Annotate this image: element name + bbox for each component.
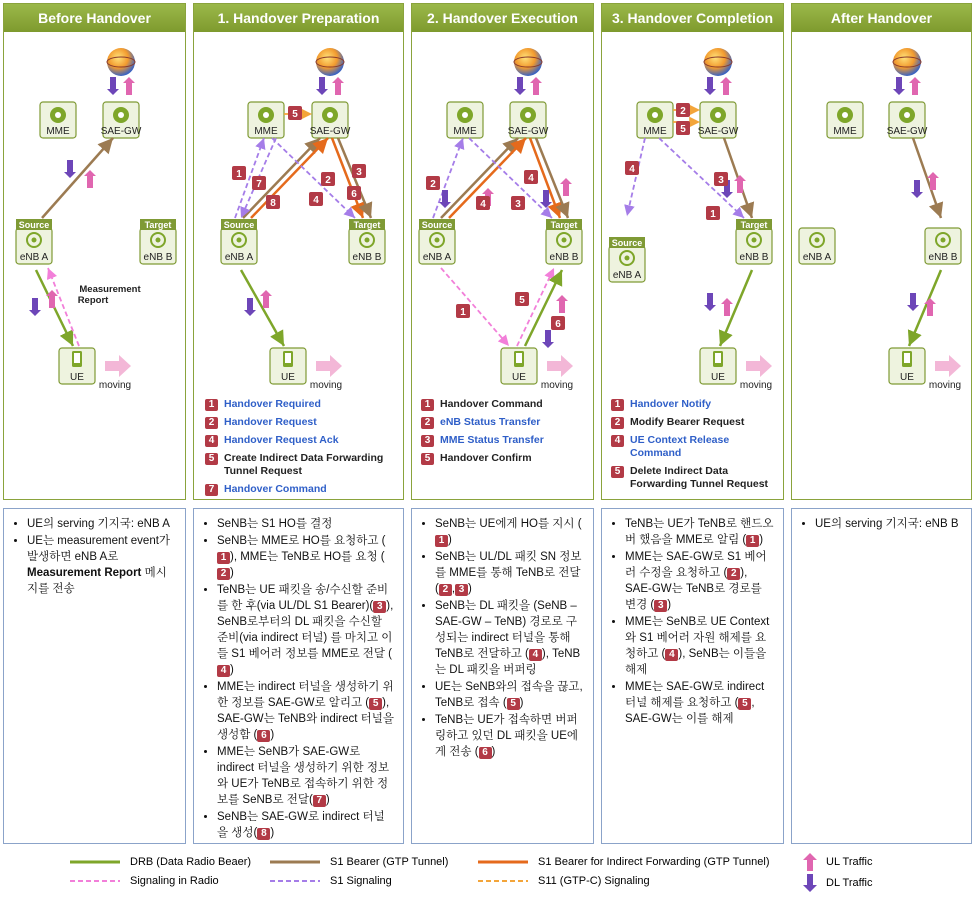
desc-item: • SeNB는 UE에게 HO를 지시 (1 ) <box>435 516 585 548</box>
step-label: Delete Indirect Data Forwarding Tunnel Request <box>630 465 769 490</box>
globe-icon <box>107 48 135 76</box>
phone-screen <box>74 353 80 363</box>
step-badge: 1 <box>611 399 624 411</box>
step-badge-label: 1 <box>460 307 466 318</box>
node-label: UE <box>711 372 725 383</box>
moving-arrow-icon <box>746 355 772 377</box>
report-label: Report <box>77 295 109 306</box>
step-badge: 3 <box>373 601 386 613</box>
moving-label: moving <box>98 380 132 391</box>
moving-arrow-icon <box>316 355 342 377</box>
desc-item: • UE의 serving 기지국: eNB A <box>27 516 177 532</box>
panel-title: 3. Handover Completion <box>602 4 783 32</box>
desc-item: • MME는 SAE-GW로 indirect 터널 해제를 요청하고 ( 5 , SAE-GW는 이를 해제 <box>625 679 775 727</box>
step-badge-label: 3 <box>515 199 521 210</box>
phone-screen <box>904 353 910 363</box>
ul-arrow-icon <box>123 77 135 95</box>
dl-arrow-icon <box>514 77 526 95</box>
node-label: MME <box>453 126 477 137</box>
step-badge-label: 6 <box>351 189 357 200</box>
step-badge: 5 <box>369 698 382 710</box>
globe-icon <box>316 48 344 76</box>
desc-after <box>791 508 972 844</box>
step-badge: 4 <box>665 649 678 661</box>
step-badge-label: 4 <box>528 173 534 184</box>
drb-line <box>525 270 562 346</box>
desc-completion <box>601 508 784 844</box>
step-label: Handover Request <box>224 416 317 428</box>
step-badge: 2 <box>611 417 624 429</box>
node-tag-label: Target <box>353 220 381 230</box>
step-badge: 2 <box>421 417 434 429</box>
node-tag-label: Target <box>144 220 172 230</box>
gear-icon-hole <box>327 112 333 118</box>
legend-radio-signaling: Signaling in Radio <box>130 875 219 887</box>
step-badge-label: 3 <box>718 175 724 186</box>
antenna-icon-dot <box>237 238 242 243</box>
step-badge-label: 5 <box>680 124 686 135</box>
node-label: SAE-GW <box>697 126 739 137</box>
step-badge: 4 <box>529 649 542 661</box>
node-label: eNB A <box>422 252 452 263</box>
ul-arrow-icon <box>802 853 818 871</box>
step-badge: 4 <box>611 435 624 447</box>
step-badge-label: 8 <box>270 198 276 209</box>
desc-item: • MME는 SAE-GW로 S1 베어러 수정을 요청하고 ( 2 ), SAE-GW는 TeNB로 경로를 변경 ( 3 ) <box>625 549 775 613</box>
antenna-icon-dot <box>625 256 630 261</box>
legend <box>0 853 975 903</box>
desc-item: • SeNB는 S1 HO를 결정 <box>217 516 395 532</box>
step-badge: 5 <box>205 453 218 465</box>
ul-arrow-icon <box>332 77 344 95</box>
node-label: UE <box>281 372 295 383</box>
step-badge: 1 <box>435 535 448 547</box>
dl-arrow-icon <box>802 874 818 892</box>
step-label: Create Indirect Data Forwarding Tunnel Request <box>224 452 384 477</box>
measurement-label: Measurement <box>79 284 141 295</box>
step-badge: 8 <box>257 828 270 840</box>
desc-item: • SeNB는 MME로 HO를 요청하고 (1 ), MME는 TeNB로 HO를 요청 (2 ) <box>217 533 395 581</box>
node-label: UE <box>70 372 84 383</box>
step-item <box>421 452 591 465</box>
step-item <box>205 483 400 496</box>
phone-screen <box>516 353 522 363</box>
node-label: SAE-GW <box>507 126 549 137</box>
step-badge-label: 4 <box>629 164 635 175</box>
antenna-icon-dot <box>941 238 946 243</box>
dl-arrow-icon <box>64 160 76 178</box>
step-badge: 7 <box>205 484 218 496</box>
node-label: UE <box>900 372 914 383</box>
step-badge: 2 <box>439 584 452 596</box>
step-label: UE Context Release Command <box>630 434 730 459</box>
moving-label: moving <box>928 380 962 391</box>
step-badge: 2 <box>205 417 218 429</box>
step-item <box>611 434 783 460</box>
antenna-icon-dot <box>752 238 757 243</box>
steps-completion <box>611 398 783 496</box>
node-tag-label: Target <box>740 220 768 230</box>
step-badge: 7 <box>313 795 326 807</box>
gear-icon-hole <box>842 112 848 118</box>
legend-indirect-bearer: S1 Bearer for Indirect Forwarding (GTP Tunnel) <box>538 856 770 868</box>
desc-item: • MME는 SeNB로 UE Context와 S1 베어러 자원 해제를 요청하고 ( 4 ), SeNB는 이들을 해제 <box>625 614 775 678</box>
moving-label: moving <box>540 380 574 391</box>
s1-signaling-line <box>627 138 645 216</box>
panel-title: 2. Handover Execution <box>412 4 593 32</box>
desc-item: • UE의 serving 기지국: eNB B <box>815 516 963 532</box>
desc-item: • SeNB는 DL 패킷을 (SeNB – SAE-GW – TeNB) 경로로 구성되는 indirect 터널을 통해 TeNB로 전달하고 ( 4 ), TeNB는 DL 패킷을 버퍼링 <box>435 598 585 678</box>
node-label: SAE-GW <box>309 126 351 137</box>
dl-arrow-icon <box>542 330 554 348</box>
step-label: eNB Status Transfer <box>440 416 541 428</box>
step-item <box>421 416 591 429</box>
node-label: eNB A <box>612 270 642 281</box>
step-badge: 3 <box>455 584 468 596</box>
antenna-icon-dot <box>32 238 37 243</box>
step-item <box>205 416 400 429</box>
antenna-icon-dot <box>815 238 820 243</box>
node-label: SAE-GW <box>100 126 142 137</box>
step-badge-label: 1 <box>710 209 716 220</box>
dl-arrow-icon <box>893 77 905 95</box>
step-item <box>611 398 783 411</box>
desc-before <box>3 508 186 844</box>
antenna-icon-dot <box>365 238 370 243</box>
legend-drb: DRB (Data Radio Beaer) <box>130 856 252 868</box>
step-badge: 5 <box>611 466 624 478</box>
legend-s1-bearer: S1 Bearer (GTP Tunnel) <box>330 856 449 868</box>
dl-arrow-icon <box>107 77 119 95</box>
step-badge: 1 <box>421 399 434 411</box>
node-label: eNB A <box>19 252 49 263</box>
node-label: MME <box>46 126 70 137</box>
desc-item: • SeNB는 UL/DL 패킷 SN 정보를 MME를 통해 TeNB로 전달 ( 2 , 3 ) <box>435 549 585 597</box>
node-label: eNB B <box>739 252 769 263</box>
step-item <box>421 398 591 411</box>
signaling-radio-line <box>441 268 509 346</box>
globe-icon <box>704 48 732 76</box>
ul-arrow-icon <box>530 77 542 95</box>
step-badge-label: 2 <box>680 106 686 117</box>
step-badge: 1 <box>746 535 759 547</box>
legend-ul-traffic: UL Traffic <box>802 853 872 871</box>
node-label: eNB A <box>802 252 832 263</box>
step-badge: 3 <box>654 600 667 612</box>
step-badge: 2 <box>217 568 230 580</box>
node-label: eNB B <box>928 252 958 263</box>
antenna-icon-dot <box>435 238 440 243</box>
step-badge-label: 4 <box>480 199 486 210</box>
step-badge: 4 <box>217 665 230 677</box>
antenna-icon-dot <box>156 238 161 243</box>
step-badge: 4 <box>205 435 218 447</box>
node-label: MME <box>643 126 667 137</box>
dl-arrow-icon <box>316 77 328 95</box>
step-badge-label: 5 <box>292 109 298 120</box>
dl-arrow-icon <box>704 293 716 311</box>
legend-dl-traffic: DL Traffic <box>802 874 872 892</box>
step-badge: 1 <box>205 399 218 411</box>
desc-preparation <box>193 508 404 844</box>
step-label: Handover Request Ack <box>224 434 339 446</box>
desc-item: • UE는 SeNB와의 접속을 끊고, TeNB로 접속 ( 5 ) <box>435 679 585 711</box>
step-label: Modify Bearer Request <box>630 416 745 428</box>
step-badge: 5 <box>421 453 434 465</box>
step-item <box>205 434 400 447</box>
legend-s1-signaling: S1 Signaling <box>330 875 392 887</box>
desc-item: • TeNB는 UE 패킷을 송/수신할 준비를 한 후(via UL/DL S1 Bearer)( 3 ), SeNB로부터의 DL 패킷을 수신할 준비(via indirect 터널) 를 마치고 이들 S1 베어러 정보를 MME로 전달 (4 ) <box>217 582 395 678</box>
node-label: MME <box>254 126 278 137</box>
node-tag-label: Source <box>421 220 453 230</box>
step-label: Handover Required <box>224 398 321 410</box>
step-item <box>421 434 591 447</box>
step-badge-label: 4 <box>313 195 319 206</box>
panel-title: 1. Handover Preparation <box>194 4 403 32</box>
step-badge: 5 <box>738 698 751 710</box>
node-label: SAE-GW <box>886 126 928 137</box>
gear-icon-hole <box>462 112 468 118</box>
step-label: Handover Notify <box>630 398 712 410</box>
node-label: eNB B <box>352 252 382 263</box>
ul-arrow-icon <box>909 77 921 95</box>
phone-screen <box>285 353 291 363</box>
gear-icon-hole <box>55 112 61 118</box>
step-label: MME Status Transfer <box>440 434 544 446</box>
steps-execution <box>421 398 591 470</box>
ul-arrow-icon <box>556 295 568 313</box>
moving-arrow-icon <box>935 355 961 377</box>
dl-arrow-icon <box>907 293 919 311</box>
gear-icon-hole <box>652 112 658 118</box>
dl-arrow-icon <box>244 298 256 316</box>
step-badge: 6 <box>257 730 270 742</box>
ul-arrow-icon <box>734 175 746 193</box>
node-tag-label: Source <box>18 220 50 230</box>
dl-arrow-icon <box>911 180 923 198</box>
step-badge-label: 2 <box>325 175 331 186</box>
globe-icon <box>893 48 921 76</box>
phone-screen <box>715 353 721 363</box>
panel-title: Before Handover <box>4 4 185 32</box>
desc-item: • MME는 SeNB가 SAE-GW로 indirect 터널을 생성하기 위한 정보와 UE가 TeNB로 접속하기 위한 정보를 SeNB로 전달( 7 ) <box>217 744 395 808</box>
steps-preparation <box>205 398 400 501</box>
node-label: eNB B <box>549 252 579 263</box>
node-label: MME <box>833 126 857 137</box>
moving-arrow-icon <box>547 355 573 377</box>
step-label: Handover Command <box>440 398 543 410</box>
moving-label: moving <box>739 380 773 391</box>
gear-icon-hole <box>525 112 531 118</box>
moving-arrow-icon <box>105 355 131 377</box>
gear-icon-hole <box>904 112 910 118</box>
ul-arrow-icon <box>720 77 732 95</box>
ul-arrow-icon <box>721 298 733 316</box>
step-badge: 6 <box>479 747 492 759</box>
gear-icon-hole <box>118 112 124 118</box>
step-item <box>611 465 783 491</box>
panel-title: After Handover <box>792 4 971 32</box>
node-tag-label: Target <box>550 220 578 230</box>
moving-label: moving <box>309 380 343 391</box>
desc-item: • TeNB는 UE가 TeNB로 핸드오버 했음을 MME로 알림 ( 1 ) <box>625 516 775 548</box>
ul-arrow-icon <box>84 170 96 188</box>
dl-arrow-icon <box>704 77 716 95</box>
step-badge-label: 5 <box>519 295 525 306</box>
legend-s11-signaling: S11 (GTP-C) Signaling <box>538 875 650 887</box>
step-badge-label: 7 <box>256 179 262 190</box>
node-tag-label: Source <box>611 238 643 248</box>
step-badge-label: 3 <box>356 167 362 178</box>
dl-arrow-icon <box>29 298 41 316</box>
s1-bearer-line <box>42 138 113 218</box>
step-badge: 3 <box>421 435 434 447</box>
gear-icon-hole <box>715 112 721 118</box>
antenna-icon-dot <box>562 238 567 243</box>
step-label: Handover Confirm <box>440 452 532 464</box>
node-tag-label: Source <box>223 220 255 230</box>
node-label: eNB A <box>224 252 254 263</box>
globe-icon <box>514 48 542 76</box>
desc-execution <box>411 508 594 844</box>
step-item <box>611 416 783 429</box>
s1-signaling-line <box>659 138 744 218</box>
node-label: UE <box>512 372 526 383</box>
gear-icon-hole <box>263 112 269 118</box>
step-badge-label: 6 <box>555 319 561 330</box>
step-badge-label: 1 <box>236 169 242 180</box>
desc-item: • TeNB는 UE가 접속하면 버퍼링하고 있던 DL 패킷을 UE에게 전송 ( 6 ) <box>435 712 585 760</box>
step-badge-label: 2 <box>430 179 436 190</box>
step-item <box>205 452 400 478</box>
ul-arrow-icon <box>560 178 572 196</box>
step-badge: 2 <box>727 568 740 580</box>
step-badge: 5 <box>507 698 520 710</box>
step-item <box>205 398 400 411</box>
desc-item: • SeNB는 SAE-GW로 indirect 터널을 생성( 8 ) <box>217 809 395 841</box>
step-badge: 1 <box>217 552 230 564</box>
desc-item: • MME는 indirect 터널을 생성하기 위한 정보를 SAE-GW로 알리고 ( 5 ), SAE-GW는 TeNB와 indirect 터널을 생성함 ( 6 ) <box>217 679 395 743</box>
desc-item: • UE는 measurement event가 발생하면 eNB A로 Measurement Report 메시지를 전송 <box>27 533 177 597</box>
node-label: eNB B <box>143 252 173 263</box>
step-label: Handover Command <box>224 483 327 495</box>
